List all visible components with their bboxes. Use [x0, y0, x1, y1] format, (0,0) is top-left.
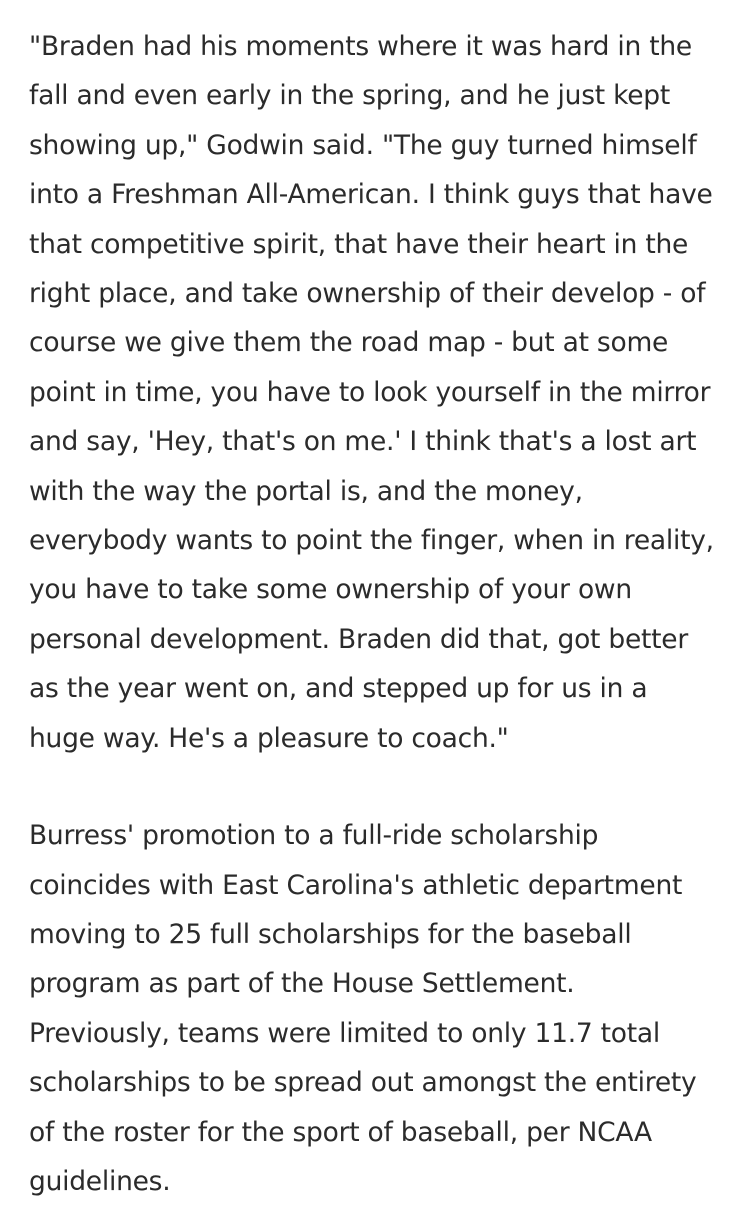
text-line-content: guidelines.	[29, 1165, 171, 1197]
text-line	[29, 269, 744, 318]
text-line	[29, 615, 744, 664]
text-line	[29, 959, 744, 1008]
text-line-content: and say, 'Hey, that's on me.' I think that's a lost art	[29, 426, 697, 458]
text-line-content: scholarships to be spread out amongst the entirety	[29, 1067, 697, 1099]
text-line	[29, 368, 744, 417]
text-line-content: right place, and take ownership of their develop - of	[29, 278, 706, 310]
text-line	[29, 811, 744, 860]
text-line-content: of the roster for the sport of baseball, per NCAA	[29, 1116, 652, 1148]
text-line-content: huge way. He's a pleasure to coach."	[29, 722, 509, 754]
quote-paragraph	[29, 22, 744, 763]
text-line	[29, 1108, 744, 1157]
text-line	[29, 170, 744, 219]
text-line-content: Burress' promotion to a full-ride scholarship	[29, 820, 599, 852]
text-line	[29, 714, 744, 763]
article-body	[29, 22, 744, 1206]
text-line	[29, 22, 744, 71]
text-line-content: as the year went on, and stepped up for us in a	[29, 673, 648, 705]
text-line-content: into a Freshman All-American. I think guys that have	[29, 179, 713, 211]
text-line-content: course we give them the road map - but at some	[29, 327, 669, 359]
text-line-content: everybody wants to point the finger, when in reality,	[29, 525, 714, 557]
text-line	[29, 516, 744, 565]
text-line	[29, 910, 744, 959]
text-line-content: point in time, you have to look yourself in the mirror	[29, 376, 711, 408]
text-line	[29, 417, 744, 466]
body-paragraph	[29, 811, 744, 1206]
text-line-content: that competitive spirit, that have their heart in the	[29, 228, 689, 260]
text-line-content: "Braden had his moments where it was hard in the	[29, 31, 692, 62]
text-line	[29, 565, 744, 614]
text-line-content: Previously, teams were limited to only 11.7 total	[29, 1017, 660, 1049]
text-line	[29, 1009, 744, 1058]
text-line	[29, 121, 744, 170]
text-line-content: fall and even early in the spring, and he just kept	[29, 80, 671, 112]
text-line-content: showing up," Godwin said. "The guy turned himself	[29, 129, 697, 161]
text-line	[29, 71, 744, 120]
text-line	[29, 1058, 744, 1107]
text-line	[29, 664, 744, 713]
text-line	[29, 861, 744, 910]
text-line-content: moving to 25 full scholarships for the baseball	[29, 918, 632, 950]
text-line-content: program as part of the House Settlement.	[29, 968, 575, 1000]
text-line-content: with the way the portal is, and the money,	[29, 475, 583, 507]
text-line	[29, 220, 744, 269]
text-line-content: you have to take some ownership of your own	[29, 574, 632, 606]
text-line-content: personal development. Braden did that, got better	[29, 623, 688, 655]
text-line	[29, 467, 744, 516]
text-line	[29, 318, 744, 367]
text-line-content: coincides with East Carolina's athletic department	[29, 869, 683, 901]
